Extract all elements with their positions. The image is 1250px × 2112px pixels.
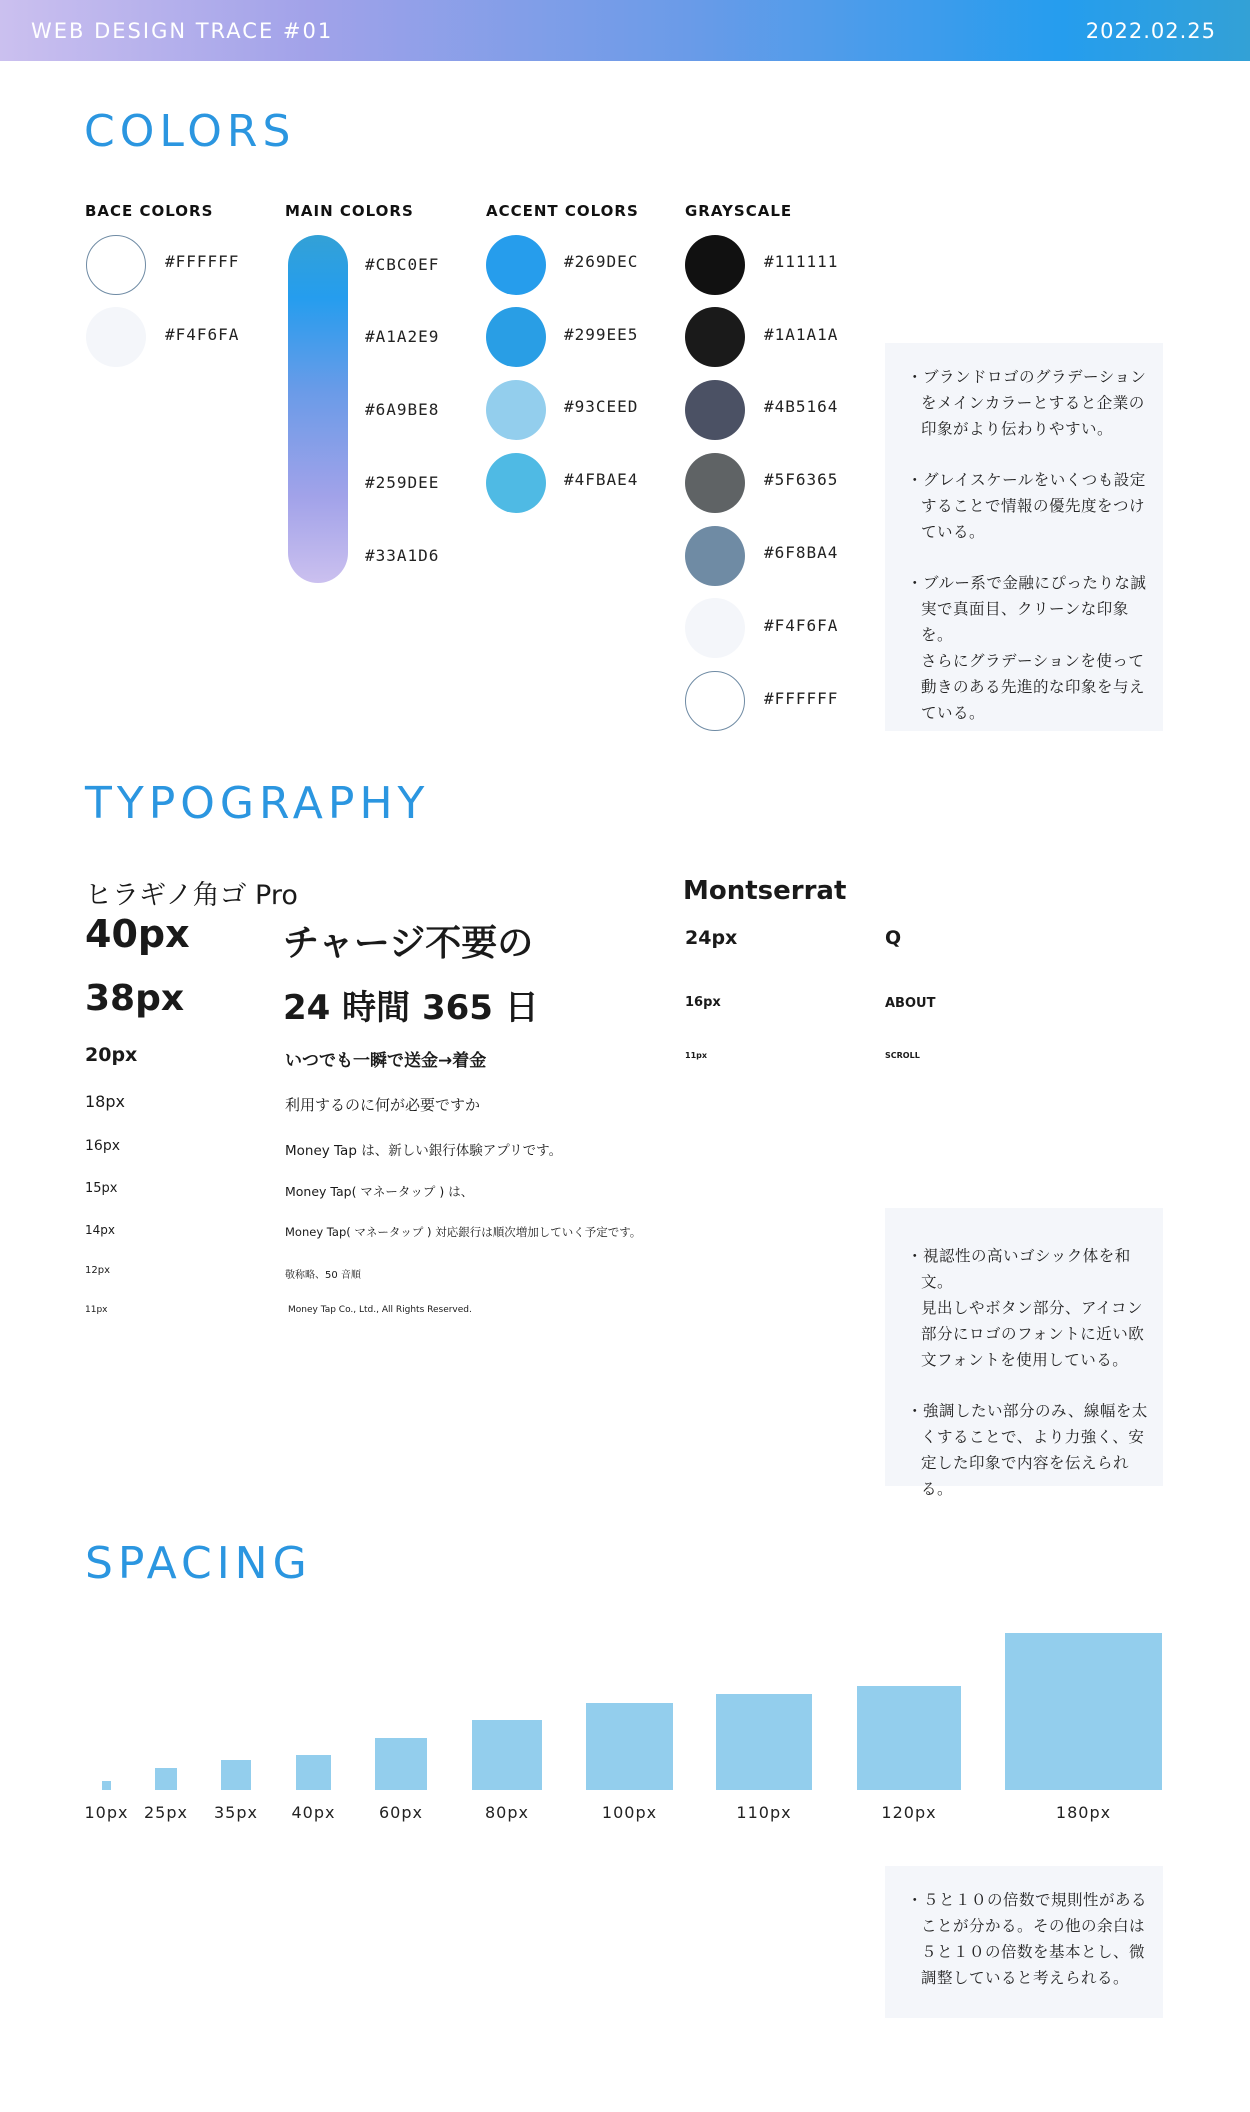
jp-sample-11: Money Tap Co., Ltd., All Rights Reserved. [288,1305,472,1315]
colors-section-title: COLORS [84,106,296,157]
spacing-box-120px [857,1686,961,1790]
spacing-label-110px: 110px [736,1803,792,1822]
hex-gray-6: #F4F6FA [764,616,839,635]
grayscale-label: GRAYSCALE [685,202,793,220]
header-title: WEB DESIGN TRACE #01 [31,19,334,43]
jp-size-15: 15px [85,1181,118,1196]
en-sample-16: ABOUT [885,996,936,1011]
typography-note-1: ・視認性の高いゴシック体を和文。 見出しやボタン部分、アイコン 部分にロゴのフォントに近い欧 文フォントを使用している。 [907,1247,1145,1369]
hex-gray-2: #1A1A1A [764,325,839,344]
en-size-24: 24px [685,927,738,949]
spacing-box-100px [586,1703,673,1790]
jp-size-14: 14px [85,1223,115,1237]
spacing-box-25px [155,1768,177,1790]
jp-sample-15: Money Tap( マネータップ ) は、 [285,1184,474,1199]
spacing-label-80px: 80px [485,1803,529,1822]
spacing-box-180px [1005,1633,1162,1790]
bace-colors-label: BACE COLORS [85,202,214,220]
spacing-box-110px [716,1694,812,1790]
hex-gray-7: #FFFFFF [764,689,839,708]
spacing-note-box [885,1866,1163,2018]
spacing-label-120px: 120px [881,1803,937,1822]
jp-size-12: 12px [85,1265,110,1276]
jp-sample-18: 利用するのに何が必要ですか [285,1096,481,1114]
colors-note-3: ・ブルー系で金融にぴったりな誠 実で真面目、クリーンな印象を。 さらにグラデーションを使って 動きのある先進的な印象を与え ている。 [907,574,1147,722]
spacing-box-80px [472,1720,542,1790]
hex-accent-3: #93CEED [564,397,639,416]
jp-size-40: 40px [85,912,190,956]
typography-note-2: ・強調したい部分のみ、線幅を太 くすることで、より力強く、安 定した印象で内容を伝えられる。 [907,1402,1148,1498]
spacing-label-180px: 180px [1055,1803,1112,1822]
spacing-label-100px: 100px [601,1803,658,1822]
accent-colors-label: ACCENT COLORS [486,202,639,220]
hex-accent-1: #269DEC [564,252,639,271]
hex-accent-4: #4FBAE4 [564,470,639,489]
spacing-label-40px: 40px [291,1803,336,1822]
spacing-box-35px [221,1760,251,1790]
spacing-box-60px [375,1738,427,1790]
en-size-11: 11px [685,1051,708,1060]
jp-sample-40: チャージ不要の [283,923,534,964]
spacing-box-40px [296,1755,331,1790]
jp-size-16: 16px [85,1138,120,1154]
hex-gray-5: #6F8BA4 [764,543,839,562]
jp-sample-14: Money Tap( マネータップ ) 対応銀行は順次増加していく予定です。 [285,1225,642,1239]
hex-main-2: #A1A2E9 [365,327,440,346]
hex-main-3: #6A9BE8 [365,400,440,419]
en-sample-11: SCROLL [885,1051,920,1060]
colors-note-1: ・ブランドロゴのグラデーション をメインカラーとすると企業の 印象がより伝わりやすい。 [907,368,1147,438]
spacing-label-10px: 10px [84,1803,129,1822]
hex-main-5: #33A1D6 [365,546,440,565]
jp-font-name: ヒラギノ角ゴ Pro [85,880,298,911]
hex-gray-1: #111111 [764,252,839,271]
jp-size-18: 18px [85,1092,125,1111]
colors-note-2: ・グレイスケールをいくつも設定 することで情報の優先度をつけ ている。 [907,471,1146,541]
jp-size-38: 38px [85,978,185,1019]
jp-size-20: 20px [85,1044,138,1066]
jp-sample-38: 24 時間 365 日 [283,988,539,1028]
en-size-16: 16px [685,995,721,1010]
jp-sample-12: 敬称略、50 音順 [285,1270,361,1281]
spacing-note-1: ・５と１０の倍数で規則性がある ことが分かる。その他の余白は ５と１０の倍数を基本とし、微 調整していると考えられる。 [907,1891,1148,1987]
hex-main-4: #259DEE [365,473,440,492]
spacing-label-35px: 35px [214,1803,258,1822]
hex-main-1: #CBC0EF [365,255,440,274]
spacing-box-10px [102,1781,111,1790]
hex-gray-3: #4B5164 [764,397,839,416]
hex-bace-1: #FFFFFF [165,252,240,271]
hex-gray-4: #5F6365 [764,470,839,489]
jp-sample-16: Money Tap は、新しい銀行体験アプリです。 [285,1143,563,1159]
en-sample-24: Q [885,927,902,949]
hex-accent-2: #299EE5 [564,325,639,344]
en-font-name: Montserrat [683,876,847,906]
spacing-label-60px: 60px [379,1803,423,1822]
spacing-label-25px: 25px [144,1803,188,1822]
hex-bace-2: #F4F6FA [165,325,240,344]
header-date: 2022.02.25 [1085,19,1216,43]
typography-section-title: TYPOGRAPHY [85,778,430,829]
main-colors-label: MAIN COLORS [285,202,414,220]
jp-size-11: 11px [85,1305,108,1315]
spacing-section-title: SPACING [85,1538,312,1589]
jp-sample-20: いつでも一瞬で送金→着金 [285,1051,487,1071]
